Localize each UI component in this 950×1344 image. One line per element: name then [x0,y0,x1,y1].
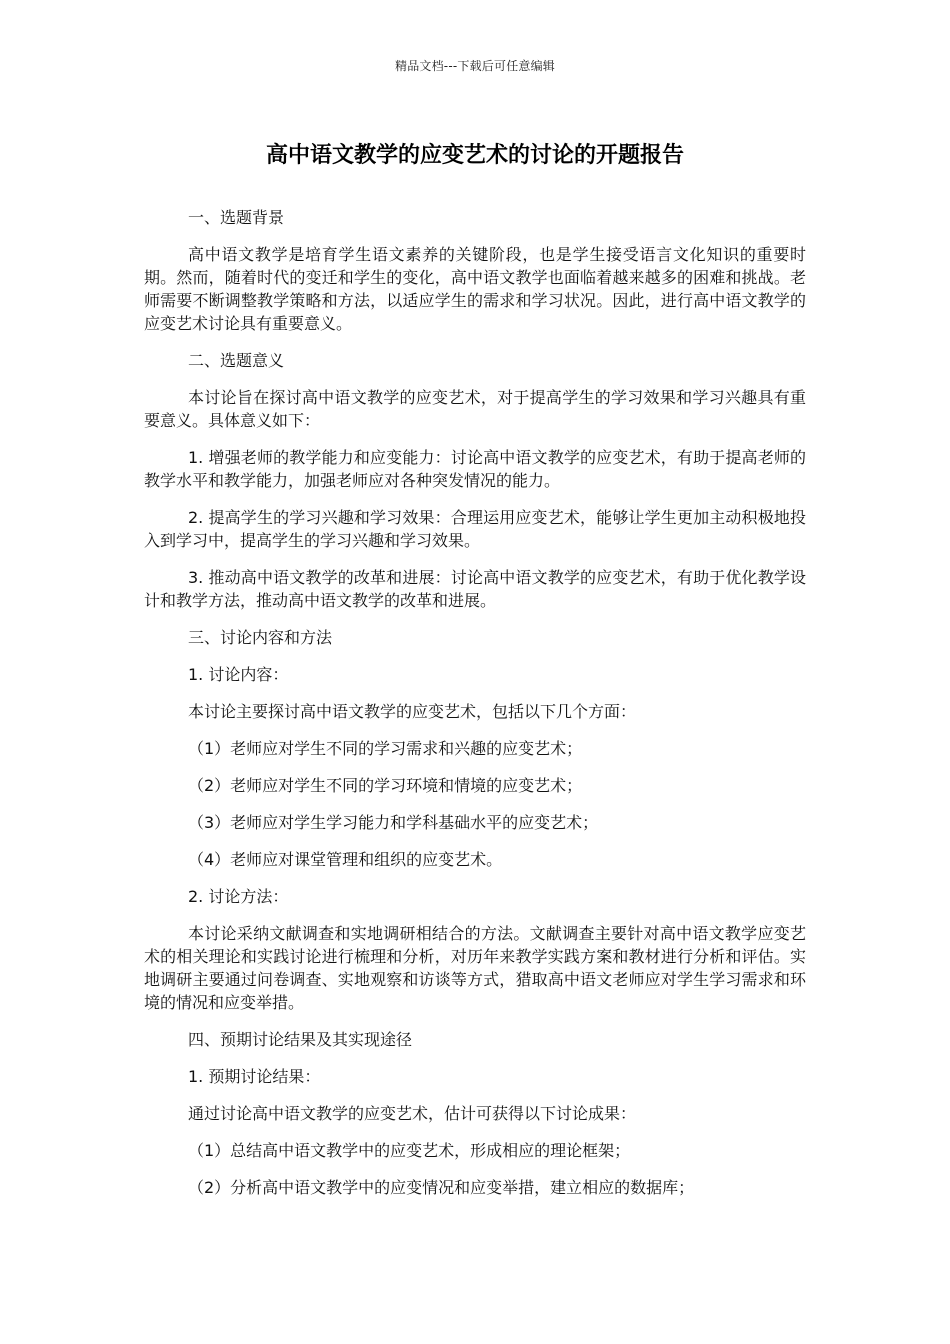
section-heading-background: 一、选题背景 [188,208,285,227]
section-heading-content-method: 三、讨论内容和方法 [188,628,333,647]
paragraph-expected-intro: 通过讨论高中语文教学的应变艺术，估计可获得以下讨论成果： [188,1104,637,1123]
paragraph-content-intro: 本讨论主要探讨高中语文教学的应变艺术，包括以下几个方面： [188,702,637,721]
content-item-2: （2）老师应对学生不同的学习环境和情境的应变艺术； [188,776,583,795]
significance-item-2: 2. 提高学生的学习兴趣和学习效果：合理运用应变艺术，能够让学生更加主动积极地投入到学习中，提高学生的学习兴趣和学习效果。 [144,508,806,550]
paragraph-method: 本讨论采纳文献调查和实地调研相结合的方法。文献调查主要针对高中语文教学应变艺术的相关理论和实践讨论进行梳理和分析，对历年来教学实践方案和教材进行分析和评估。实地调研主要通过问卷调查、实地观察和访谈等方式，猎取高中语文老师应对学生学习需求和环境的情况和应变举措。 [144,924,806,1012]
section-heading-expected-results: 四、预期讨论结果及其实现途径 [188,1030,413,1049]
content-item-3: （3）老师应对学生学习能力和学科基础水平的应变艺术； [188,813,599,832]
document-title: 高中语文教学的应变艺术的讨论的开题报告 [265,143,684,168]
section-heading-significance: 二、选题意义 [188,351,285,370]
content-item-4: （4）老师应对课堂管理和组织的应变艺术。 [188,850,503,869]
significance-item-1: 1. 增强老师的教学能力和应变能力：讨论高中语文教学的应变艺术，有助于提高老师的教学水平和教学能力，加强老师应对各种突发情况的能力。 [144,448,806,490]
subheading-method: 2. 讨论方法： [188,887,289,906]
subheading-content: 1. 讨论内容： [188,665,289,684]
content-item-1: （1）老师应对学生不同的学习需求和兴趣的应变艺术； [188,739,583,758]
subheading-expected-results: 1. 预期讨论结果： [188,1067,321,1086]
paragraph-significance: 本讨论旨在探讨高中语文教学的应变艺术，对于提高学生的学习效果和学习兴趣具有重要意义。具体意义如下： [144,388,806,430]
significance-item-3: 3. 推动高中语文教学的改革和进展：讨论高中语文教学的应变艺术，有助于优化教学设计和教学方法，推动高中语文教学的改革和进展。 [144,568,806,610]
document-body [144,206,806,1213]
header-note: 精品文档---下载后可任意编辑 [395,59,555,73]
paragraph-background: 高中语文教学是培育学生语文素养的关键阶段，也是学生接受语言文化知识的重要时期。然而，随着时代的变迁和学生的变化，高中语文教学也面临着越来越多的困难和挑战。老师需要不断调整教学策略和方法，以适应学生的需求和学习状况。因此，进行高中语文教学的应变艺术讨论具有重要意义。 [144,245,806,333]
expected-item-2: （2）分析高中语文教学中的应变情况和应变举措，建立相应的数据库； [188,1178,695,1197]
expected-item-1: （1）总结高中语文教学中的应变艺术，形成相应的理论框架； [188,1141,631,1160]
